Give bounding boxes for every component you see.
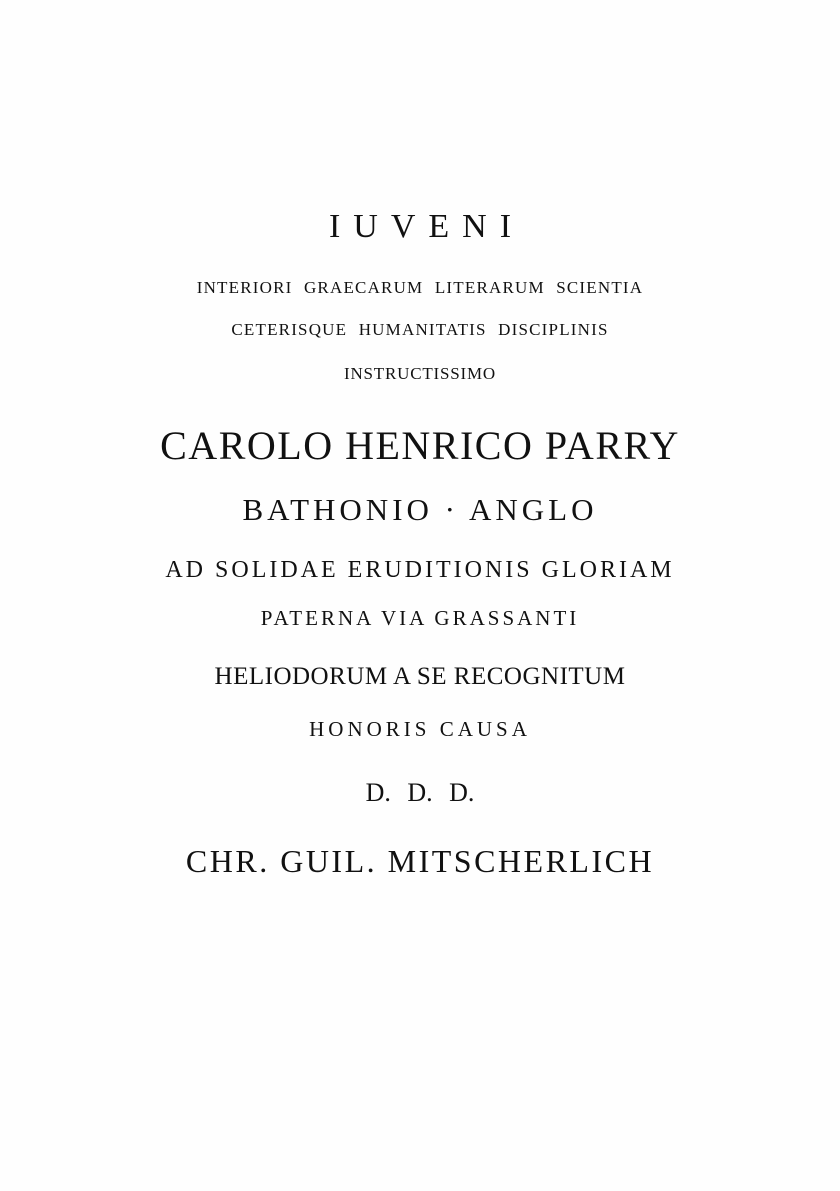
dedication-line-8: PATERNA VIA GRASSANTI [260,606,580,630]
dedication-line-7: AD SOLIDAE ERUDITIONIS GLORIAM [165,557,675,583]
dedication-heading: IUVENI [328,208,525,245]
dedication-formula: D. D. D. [365,778,475,807]
dedication-line-3: CETERISQUE HUMANITATIS DISCIPLINIS [231,320,609,339]
dedication-line-4: INSTRUCTISSIMO [344,364,496,383]
dedication-line-10: HONORIS CAUSA [309,717,531,741]
dedicatee-name: CAROLO HENRICO PARRY [160,423,680,468]
dedication-line-2: INTERIORI GRAECARUM LITERARUM SCIENTIA [196,278,644,297]
dedicatee-origin: BATHONIO · ANGLO [242,492,598,527]
dedication-line-9: HELIODORUM A SE RECOGNITUM [214,663,626,690]
author-name: CHR. GUIL. MITSCHERLICH [185,843,655,879]
